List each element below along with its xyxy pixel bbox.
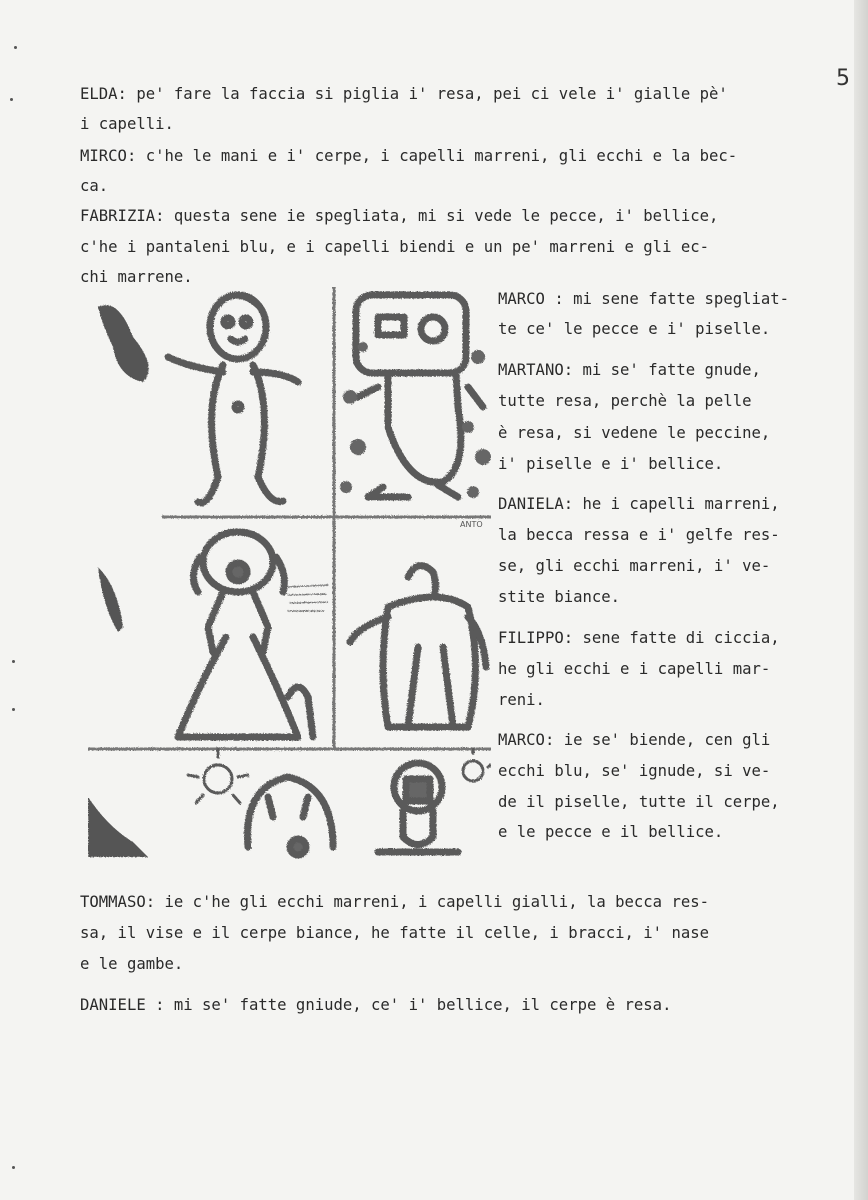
text-line: i' piselle e i' bellice. — [498, 455, 724, 473]
text-line: è resa, si vedene le peccine, — [498, 424, 771, 442]
text-line: DANIELE : mi se' fatte gniude, ce' i' bellice, il cerpe è resa. — [80, 996, 672, 1014]
drawing-caption: ANTO — [460, 520, 483, 529]
scan-speck — [12, 708, 15, 711]
text-line: e le pecce e il bellice. — [498, 823, 724, 841]
text-line: MARTANO: mi se' fatte gnude, — [498, 361, 761, 379]
scan-speck — [14, 46, 17, 49]
drawing-hair-face — [248, 777, 334, 855]
text-line: ELDA: pe' fare la faccia si piglia i' resa, pei ci vele i' giallе pè' — [80, 85, 728, 103]
drawing-sun — [188, 749, 248, 803]
drawing-bottom-head — [378, 763, 458, 852]
drawing-boxy-figure — [356, 295, 483, 497]
scan-speck — [12, 660, 15, 663]
text-line: e le gambe. — [80, 955, 184, 973]
text-line: ecchi blu, se' ignude, si ve- — [498, 762, 771, 780]
page-number: 5 — [836, 66, 850, 91]
text-line: he gli ecchi e i capelli mar- — [498, 660, 771, 678]
text-line: tutte resa, perchè la pelle — [498, 392, 752, 410]
drawing-girl-dress — [178, 532, 313, 737]
text-line: DANIELA: he i capelli marreni, — [498, 495, 780, 513]
text-line: chi marrene. — [80, 268, 193, 286]
text-line: i capelli. — [80, 115, 174, 133]
children-drawings-collage — [88, 287, 491, 860]
text-line: c'he i pantaleni blu, e i capelli biendi e un pe' marreni e gli ec- — [80, 238, 710, 256]
text-line: se, gli ecchi marreni, i' ve- — [498, 557, 771, 575]
text-line: stite biance. — [498, 588, 621, 606]
text-line: te ce' le pecce e i' piselle. — [498, 320, 771, 338]
drawing-girl-figure — [168, 295, 298, 503]
text-line: FILIPPO: sene fatte di ciccia, — [498, 629, 780, 647]
drawing-sun-right — [463, 749, 491, 781]
text-line: de il piselle, tutte il cerpe, — [498, 793, 780, 811]
scan-speck — [12, 1166, 15, 1169]
text-line: TOMMASO: ie c'he gli ecchi marreni, i capelli gialli, la becca res- — [80, 893, 710, 911]
text-line: MARCO: ie se' biende, cen gli — [498, 731, 771, 749]
text-line: MIRCO: c'he le mani e i' cerpe, i capelli marreni, gli ecchi e la bec- — [80, 147, 738, 165]
text-line: MARCO : mi sene fatte spegliat- — [498, 290, 790, 308]
drawing-ghost-figure — [350, 566, 486, 727]
text-line: FABRIZIA: questa sene ie spegliata, mi si vede le pecce, i' bellice, — [80, 207, 719, 225]
drawings-illustration — [88, 287, 491, 860]
text-line: sa, il vise e il cerpe biance, he fatte il celle, i bracci, i' nase — [80, 924, 710, 942]
page-edge — [854, 0, 868, 1200]
text-line: la becca ressa e i' gelfe res- — [498, 526, 780, 544]
scan-speck — [10, 98, 13, 101]
text-line: reni. — [498, 691, 545, 709]
text-line: ca. — [80, 177, 109, 195]
